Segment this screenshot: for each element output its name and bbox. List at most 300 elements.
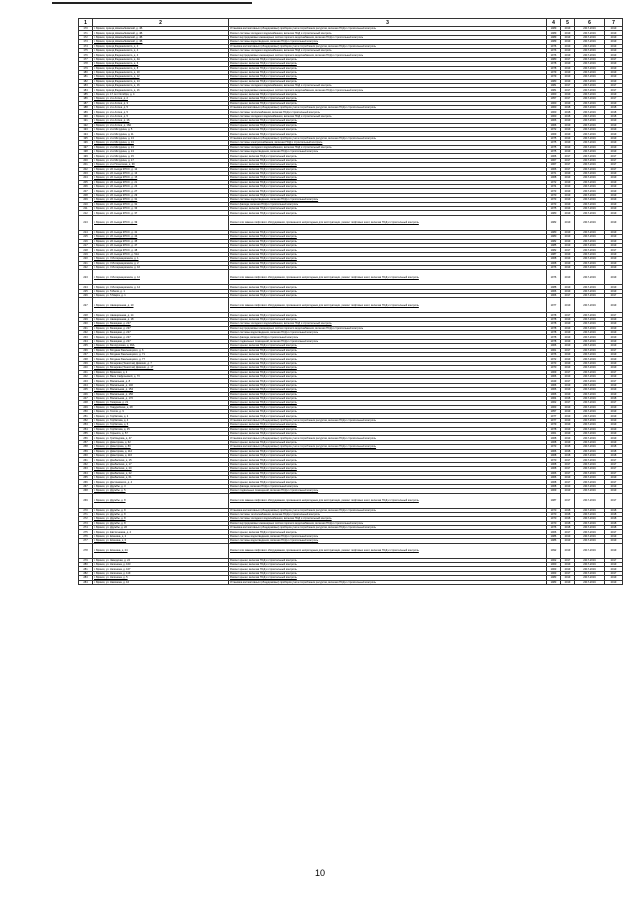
address-cell: г. Брянск, проезд Новозыбковский, д. 4Б: [93, 27, 229, 31]
year-cell: 2017: [605, 471, 623, 475]
year-cell: 2019: [605, 317, 623, 321]
year-built-cell: 1982: [547, 239, 561, 243]
plan-year-cell: 2019: [561, 567, 575, 571]
row-number: 175: [79, 48, 93, 52]
row-number: 183: [79, 84, 93, 88]
period-cell: 2017-2019: [575, 202, 605, 206]
table-row: [79, 215, 623, 230]
year-cell: 2019: [605, 414, 623, 418]
work-type-cell: Ремонт крыши, включая ПСД и строительный контроль: [229, 70, 547, 74]
plan-year-cell: 2017: [561, 462, 575, 466]
work-type-cell: Ремонт крыши, включая ПСД и строительный контроль: [229, 405, 547, 409]
period-cell: 2017-2019: [575, 458, 605, 462]
address-cell: г. Брянск, ул. Вокзальная, д. 8: [93, 379, 229, 383]
column-header: 1: [79, 19, 93, 27]
address-cell: г. Брянск, ул. Бежицкая, д. 227: [93, 339, 229, 343]
year-cell: 2019: [605, 265, 623, 269]
address-cell: г. Брянск, ул. 22 съезда КПСС, д. 21: [93, 180, 229, 184]
plan-year-cell: 2018: [561, 517, 575, 521]
period-cell: 2017-2019: [575, 193, 605, 197]
column-header: 2: [93, 19, 229, 27]
address-cell: г. Брянск, ул. 2-я Мичурина, д. 15: [93, 154, 229, 158]
address-cell: г. Брянск, ул. Дружбы, д. 8: [93, 512, 229, 516]
work-type-cell: Ремонт крыши, включая ПСД и строительный контроль: [229, 252, 547, 256]
address-cell: г. Брянск, ул. 22 съезда КПСС, д. 15: [93, 176, 229, 180]
year-cell: 2017: [605, 558, 623, 562]
plan-year-cell: 2019: [561, 432, 575, 436]
year-built-cell: 1966: [547, 119, 561, 123]
year-cell: 2018: [605, 453, 623, 457]
year-built-cell: 1966: [547, 289, 561, 293]
year-built-cell: 1978: [547, 331, 561, 335]
period-cell: 2017-2019: [575, 357, 605, 361]
year-cell: 2019: [605, 427, 623, 431]
row-number: 201: [79, 163, 93, 167]
plan-year-cell: 2017: [561, 458, 575, 462]
year-built-cell: 1970: [547, 517, 561, 521]
year-built-cell: 1978: [547, 322, 561, 326]
work-type-cell: Ремонт крыши, включая ПСД и строительный контроль: [229, 154, 547, 158]
plan-year-cell: 2019: [561, 48, 575, 52]
year-built-cell: 1977: [547, 414, 561, 418]
year-cell: 2017: [605, 530, 623, 534]
work-type-cell: Ремонт внутридомовых инженерных систем горячего водоснабжения, включая ПСД и строительный контроль: [229, 53, 547, 57]
work-type-cell: Ремонт крыши, включая ПСД и строительный контроль: [229, 171, 547, 175]
year-built-cell: 1985: [547, 243, 561, 247]
year-built-cell: 1987: [547, 252, 561, 256]
plan-year-cell: 2019: [561, 119, 575, 123]
plan-year-cell: 2019: [561, 123, 575, 127]
work-type-cell: Ремонт крыши, включая ПСД и строительный контроль: [229, 243, 547, 247]
address-cell: г. Брянск, ул. 2-я Мичурина, д. 11: [93, 132, 229, 136]
work-type-cell: Ремонт крыши, включая ПСД и строительный контроль: [229, 348, 547, 352]
work-type-cell: Ремонт крыши, включая ПСД и строительный контроль: [229, 440, 547, 444]
plan-year-cell: 2018: [561, 106, 575, 110]
plan-year-cell: 2019: [561, 388, 575, 392]
row-number: 239: [79, 361, 93, 365]
address-cell: г. Брянск, проезд Федюнинского, д. 6: [93, 62, 229, 66]
period-cell: 2017-2019: [575, 180, 605, 184]
work-type-cell: Ремонт или замена лифтового оборудования, признанного непригодным для эксплуатации, ремонт лифтовых шахт, включая ПСД и строительный контроль: [229, 298, 547, 313]
period-cell: 2017-2019: [575, 261, 605, 265]
year-cell: 2019: [605, 198, 623, 202]
year-cell: 2019: [605, 119, 623, 123]
work-type-cell: Ремонт крыши, включая ПСД и строительный контроль: [229, 471, 547, 475]
address-cell: г. Брянск, ул. 22 съезда КПСС, д. 37: [93, 211, 229, 215]
year-cell: 2017: [605, 57, 623, 61]
year-built-cell: 1975: [547, 141, 561, 145]
work-type-cell: Ремонт крыши, включая ПСД и строительный контроль: [229, 344, 547, 348]
year-cell: 2019: [605, 75, 623, 79]
row-number: 221: [79, 261, 93, 265]
address-cell: г. Брянск, ул. 2-я Аллея, д. 5: [93, 106, 229, 110]
year-built-cell: 1978: [547, 326, 561, 330]
year-built-cell: 1967: [547, 163, 561, 167]
year-cell: 2019: [605, 423, 623, 427]
year-built-cell: 1981: [547, 88, 561, 92]
year-cell: 2018: [605, 396, 623, 400]
plan-year-cell: 2019: [561, 141, 575, 145]
row-number: 270: [79, 508, 93, 512]
period-cell: 2017-2019: [575, 558, 605, 562]
year-built-cell: 1976: [547, 44, 561, 48]
year-built-cell: 1960: [547, 106, 561, 110]
plan-year-cell: 2019: [561, 66, 575, 70]
work-type-cell: Ремонт крыши, включая ПСД и строительный контроль: [229, 366, 547, 370]
row-number: 234: [79, 339, 93, 343]
row-number: 184: [79, 88, 93, 92]
period-cell: 2017-2019: [575, 75, 605, 79]
address-cell: г. Брянск, ул. Гоголя, д. 9: [93, 410, 229, 414]
period-cell: 2017-2019: [575, 512, 605, 516]
year-built-cell: 1980: [547, 211, 561, 215]
year-built-cell: 1966: [547, 374, 561, 378]
work-type-cell: Ремонт крыши, включая ПСД и строительный контроль: [229, 176, 547, 180]
year-cell: 2017: [605, 163, 623, 167]
plan-year-cell: 2019: [561, 414, 575, 418]
address-cell: г. Брянск, проезд Новозыбковский, д. 4Б: [93, 40, 229, 44]
plan-year-cell: 2019: [561, 534, 575, 538]
plan-year-cell: 2019: [561, 322, 575, 326]
address-cell: г. Брянск, ул. 22 съезда КПСС, д. 33: [93, 207, 229, 211]
year-built-cell: 1979: [547, 70, 561, 74]
period-cell: 2017-2019: [575, 198, 605, 202]
year-built-cell: 1960: [547, 110, 561, 114]
year-built-cell: 1975: [547, 207, 561, 211]
year-cell: 2019: [605, 410, 623, 414]
row-number: 272: [79, 517, 93, 521]
year-built-cell: 1978: [547, 66, 561, 70]
period-cell: 2017-2019: [575, 374, 605, 378]
year-built-cell: 1966: [547, 392, 561, 396]
year-cell: 2019: [605, 489, 623, 493]
plan-year-cell: 2019: [561, 392, 575, 396]
period-cell: 2017-2019: [575, 344, 605, 348]
period-cell: 2017-2019: [575, 530, 605, 534]
address-cell: г. Брянск, ул. 2-я Мичурина, д. 13: [93, 136, 229, 140]
work-type-cell: Ремонт системы холодного водоснабжения, включая ПСД и строительный контроль: [229, 84, 547, 88]
work-type-cell: Ремонт крыши, включая ПСД и строительный контроль: [229, 248, 547, 252]
period-cell: 2017-2019: [575, 154, 605, 158]
year-built-cell: 1989: [547, 27, 561, 31]
year-cell: 2017: [605, 158, 623, 162]
plan-year-cell: 2019: [561, 405, 575, 409]
period-cell: 2017-2019: [575, 480, 605, 484]
plan-year-cell: 2018: [561, 526, 575, 530]
work-type-cell: Ремонт системы водоотведения, включая ПСД и строительный контроль: [229, 331, 547, 335]
work-type-cell: Ремонт или замена лифтового оборудования, признанного непригодным для эксплуатации, ремонт лифтовых шахт, включая ПСД и строительный контроль: [229, 543, 547, 558]
year-cell: 2019: [605, 141, 623, 145]
column-header: 3: [229, 19, 547, 27]
year-cell: 2017: [605, 248, 623, 252]
plan-year-cell: 2019: [561, 335, 575, 339]
period-cell: 2017-2019: [575, 97, 605, 101]
work-type-cell: Ремонт крыши, включая ПСД и строительный контроль: [229, 62, 547, 66]
year-cell: 2019: [605, 344, 623, 348]
year-built-cell: 1960: [547, 114, 561, 118]
address-cell: г. Брянск, проезд Новозыбковский, д. 4Б: [93, 31, 229, 35]
work-type-cell: Ремонт крыши, включая ПСД и строительный контроль: [229, 370, 547, 374]
address-cell: г. Брянск, ул. Дружбы, д. 3: [93, 484, 229, 488]
address-cell: г. Брянск, ул. 5 Июля, д. 1: [93, 289, 229, 293]
period-cell: 2017-2019: [575, 410, 605, 414]
address-cell: г. Брянск, ул. Дружбы, д. 8: [93, 493, 229, 508]
plan-year-cell: 2019: [561, 563, 575, 567]
year-cell: 2017: [605, 154, 623, 158]
work-type-cell: Ремонт крыши, включая ПСД и строительный контроль: [229, 401, 547, 405]
year-cell: 2019: [605, 176, 623, 180]
row-number: 212: [79, 211, 93, 215]
address-cell: г. Брянск, ул. Вокзальная, д. 140: [93, 383, 229, 387]
address-cell: г. Брянск, ул. 3 Интернационала, д. 2: [93, 261, 229, 265]
work-type-cell: Ремонт системы водоотведения, включая ПСД и строительный контроль: [229, 40, 547, 44]
year-built-cell: 1968: [547, 257, 561, 261]
work-type-cell: Ремонт крыши, включая ПСД и строительный контроль: [229, 167, 547, 171]
year-built-cell: 1966: [547, 475, 561, 479]
period-cell: 2017-2019: [575, 163, 605, 167]
period-cell: 2017-2019: [575, 475, 605, 479]
plan-year-cell: 2019: [561, 427, 575, 431]
year-built-cell: 1978: [547, 335, 561, 339]
year-cell: 2019: [605, 484, 623, 488]
year-cell: 2019: [605, 79, 623, 83]
year-built-cell: 1960: [547, 563, 561, 567]
address-cell: г. Брянск, ул. Достоевского, д. 4: [93, 480, 229, 484]
row-number: 254: [79, 427, 93, 431]
period-cell: 2017-2019: [575, 567, 605, 571]
year-cell: 2017: [605, 571, 623, 575]
year-built-cell: 1966: [547, 167, 561, 171]
work-type-cell: Ремонт крыши, включая ПСД и строительный контроль: [229, 211, 547, 215]
work-type-cell: Ремонт крыши, включая ПСД и строительный контроль: [229, 423, 547, 427]
plan-year-cell: 2019: [561, 31, 575, 35]
plan-year-cell: 2018: [561, 512, 575, 516]
year-cell: 2017: [605, 88, 623, 92]
period-cell: 2017-2019: [575, 449, 605, 453]
year-built-cell: 1973: [547, 202, 561, 206]
address-cell: г. Брянск, ул. Горького, д. 57: [93, 432, 229, 436]
work-type-cell: Ремонт системы электроснабжения, включая ПСД и строительный контроль: [229, 141, 547, 145]
period-cell: 2017-2019: [575, 388, 605, 392]
year-cell: 2019: [605, 567, 623, 571]
work-type-cell: Ремонт крыши, включая ПСД и строительный контроль: [229, 392, 547, 396]
table-row: [79, 543, 623, 558]
work-type-cell: Ремонт или замена лифтового оборудования, признанного непригодным для эксплуатации, ремонт лифтовых шахт, включая ПСД и строительный контроль: [229, 493, 547, 508]
period-cell: 2017-2019: [575, 230, 605, 234]
column-header: 4: [547, 19, 561, 27]
year-built-cell: 1978: [547, 62, 561, 66]
period-cell: 2017-2019: [575, 379, 605, 383]
row-number: 228: [79, 313, 93, 317]
row-number: 244: [79, 383, 93, 387]
year-built-cell: 1972: [547, 180, 561, 184]
work-type-cell: Ремонт внутридомовых инженерных систем горячего водоснабжения, включая ПСД и строительный контроль: [229, 521, 547, 525]
plan-year-cell: 2019: [561, 70, 575, 74]
address-cell: г. Брянск, ул. 2-я Аллея, д. 2: [93, 97, 229, 101]
period-cell: 2017-2019: [575, 35, 605, 39]
year-built-cell: 1976: [547, 526, 561, 530]
year-cell: 2017: [605, 294, 623, 298]
period-cell: 2017-2019: [575, 48, 605, 52]
row-number: 211: [79, 207, 93, 211]
row-number: 248: [79, 401, 93, 405]
plan-year-cell: 2019: [561, 92, 575, 96]
work-type-cell: Ремонт крыши, включая ПСД и строительный контроль: [229, 383, 547, 387]
address-cell: г. Брянск, ул. Грибоедова, д. 47: [93, 436, 229, 440]
row-number: 205: [79, 180, 93, 184]
address-cell: г. Брянск, проезд Федюнинского, д. 4А: [93, 57, 229, 61]
work-type-cell: Ремонт крыши, включая ПСД и строительный контроль: [229, 207, 547, 211]
period-cell: 2017-2019: [575, 239, 605, 243]
year-cell: 2017: [605, 313, 623, 317]
work-type-cell: Ремонт крыши, включая ПСД и строительный контроль: [229, 294, 547, 298]
row-number: 245: [79, 388, 93, 392]
row-number: 261: [79, 458, 93, 462]
address-cell: г. Брянск, ул. Гагарина, д. 21: [93, 401, 229, 405]
year-built-cell: 1982: [547, 248, 561, 252]
year-built-cell: 1968: [547, 480, 561, 484]
address-cell: г. Брянск, ул. Вокзальная, д. 156: [93, 392, 229, 396]
year-built-cell: 1968: [547, 462, 561, 466]
year-built-cell: 1957: [547, 410, 561, 414]
address-cell: г. Брянск, проезд Федюнинского, д. 4: [93, 53, 229, 57]
year-built-cell: 1970: [547, 521, 561, 525]
plan-year-cell: 2017: [561, 84, 575, 88]
address-cell: г. Брянск, ул. Богдана Хмельницкого, д. 71: [93, 353, 229, 357]
row-number: 220: [79, 257, 93, 261]
address-cell: г. Брянск, ул. 22 съезда КПСС, д. 23: [93, 185, 229, 189]
period-cell: 2017-2019: [575, 185, 605, 189]
plan-year-cell: 2017: [561, 313, 575, 317]
address-cell: г. Брянск, ул. 22 съезда КПСС, д. 43: [93, 235, 229, 239]
address-cell: г. Брянск, ул. 22 съезда КПСС, д. 51А: [93, 252, 229, 256]
work-type-cell: Ремонт крыши, включая ПСД и строительный контроль: [229, 414, 547, 418]
address-cell: г. Брянск, проезд Федюнинского, д. 16: [93, 88, 229, 92]
year-cell: 2017: [605, 493, 623, 508]
year-built-cell: 1988: [547, 285, 561, 289]
year-built-cell: 1963: [547, 571, 561, 575]
year-cell: 2017: [605, 370, 623, 374]
plan-year-cell: 2018: [561, 445, 575, 449]
work-type-cell: Установка коллективных (общедомовых) приборов учета потребления ресурсов, включая ПСД и строительный контроль: [229, 106, 547, 110]
year-built-cell: 1962: [547, 558, 561, 562]
year-cell: 2019: [605, 326, 623, 330]
period-cell: 2017-2019: [575, 331, 605, 335]
period-cell: 2017-2019: [575, 571, 605, 575]
work-type-cell: Установка коллективных (общедомовых) приборов учета потребления ресурсов, включая ПСД и строительный контроль: [229, 508, 547, 512]
year-cell: 2019: [605, 539, 623, 543]
work-type-cell: Ремонт крыши, включая ПСД и строительный контроль: [229, 475, 547, 479]
work-type-cell: Ремонт внутридомовых инженерных систем горячего водоснабжения, включая ПСД и строительный контроль: [229, 326, 547, 330]
period-cell: 2017-2019: [575, 348, 605, 352]
year-cell: 2018: [605, 449, 623, 453]
year-built-cell: 1968: [547, 261, 561, 265]
row-number: 215: [79, 235, 93, 239]
year-cell: 2019: [605, 149, 623, 153]
row-number: 207: [79, 189, 93, 193]
row-number: 187: [79, 101, 93, 105]
plan-year-cell: 2018: [561, 114, 575, 118]
row-number: 258: [79, 445, 93, 449]
period-cell: 2017-2019: [575, 79, 605, 83]
year-cell: 2019: [605, 211, 623, 215]
address-cell: г. Брянск, проезд Новозыбковский, д. 4Б: [93, 35, 229, 39]
capital-repair-table: [78, 18, 623, 585]
work-type-cell: Ремонт крыши, включая ПСД и строительный контроль: [229, 235, 547, 239]
address-cell: г. Брянск, ул. Вали Сафроновой, д. 73: [93, 374, 229, 378]
row-number: 253: [79, 423, 93, 427]
year-built-cell: 1986: [547, 539, 561, 543]
row-number: 284: [79, 580, 93, 584]
row-number: 224: [79, 285, 93, 289]
period-cell: 2017-2019: [575, 257, 605, 261]
year-built-cell: 1992: [547, 543, 561, 558]
table-row: [79, 493, 623, 508]
period-cell: 2017-2019: [575, 252, 605, 256]
year-cell: 2019: [605, 261, 623, 265]
year-built-cell: 1973: [547, 361, 561, 365]
row-number: 280: [79, 563, 93, 567]
work-type-cell: Ремонт или замена лифтового оборудования, признанного непригодным для эксплуатации, ремонт лифтовых шахт, включая ПСД и строительный контроль: [229, 215, 547, 230]
period-cell: 2017-2019: [575, 243, 605, 247]
period-cell: 2017-2019: [575, 326, 605, 330]
plan-year-cell: 2019: [561, 270, 575, 285]
row-number: 193: [79, 127, 93, 131]
address-cell: г. Брянск, ул. 22 съезда КПСС, д. 45: [93, 239, 229, 243]
year-cell: 2019: [605, 215, 623, 230]
period-cell: 2017-2019: [575, 436, 605, 440]
period-cell: 2017-2019: [575, 119, 605, 123]
work-type-cell: Ремонт крыши, включая ПСД и строительный контроль: [229, 230, 547, 234]
work-type-cell: Установка коллективных (общедомовых) приборов учета потребления ресурсов, включая ПСД и строительный контроль: [229, 27, 547, 31]
address-cell: г. Брянск, ул. 3 Интернационала, д. 10: [93, 265, 229, 269]
year-cell: 2019: [605, 388, 623, 392]
year-cell: 2019: [605, 235, 623, 239]
address-cell: г. Брянск, ул. 2-я Аллея, д. 5: [93, 114, 229, 118]
row-number: 242: [79, 374, 93, 378]
plan-year-cell: 2017: [561, 530, 575, 534]
period-cell: 2017-2019: [575, 265, 605, 269]
row-number: 232: [79, 331, 93, 335]
year-built-cell: 1961: [547, 348, 561, 352]
address-cell: г. Брянск, ул. Бежицкая, д. 227: [93, 331, 229, 335]
address-cell: г. Брянск, ул. 2-я Аллея, д. 16: [93, 119, 229, 123]
row-number: 259: [79, 449, 93, 453]
address-cell: г. Брянск, ул. Дружбы, д. 8: [93, 521, 229, 525]
plan-year-cell: 2019: [561, 423, 575, 427]
year-cell: 2019: [605, 475, 623, 479]
plan-year-cell: 2017: [561, 471, 575, 475]
address-cell: г. Брянск, ул. Евстигнеева, д. 4: [93, 530, 229, 534]
plan-year-cell: 2019: [561, 285, 575, 289]
work-type-cell: Ремонт системы водоотведения, включая ПСД и строительный контроль: [229, 149, 547, 153]
address-cell: г. Брянск, ул. Вокзальная, д. 154: [93, 388, 229, 392]
period-cell: 2017-2019: [575, 576, 605, 580]
work-type-cell: Ремонт крыши, включая ПСД и строительный контроль: [229, 374, 547, 378]
address-cell: г. Брянск, ул. Богдана Хмельницкого, д. 77: [93, 357, 229, 361]
work-type-cell: Ремонт крыши, включая ПСД и строительный контроль: [229, 158, 547, 162]
row-number: 178: [79, 62, 93, 66]
period-cell: 2017-2019: [575, 57, 605, 61]
work-type-cell: Ремонт крыши, включая ПСД и строительный контроль: [229, 257, 547, 261]
row-number: 268: [79, 489, 93, 493]
plan-year-cell: 2019: [561, 383, 575, 387]
year-cell: 2018: [605, 508, 623, 512]
year-cell: 2019: [605, 53, 623, 57]
year-cell: 2019: [605, 392, 623, 396]
year-cell: 2017: [605, 462, 623, 466]
year-built-cell: 1978: [547, 317, 561, 321]
